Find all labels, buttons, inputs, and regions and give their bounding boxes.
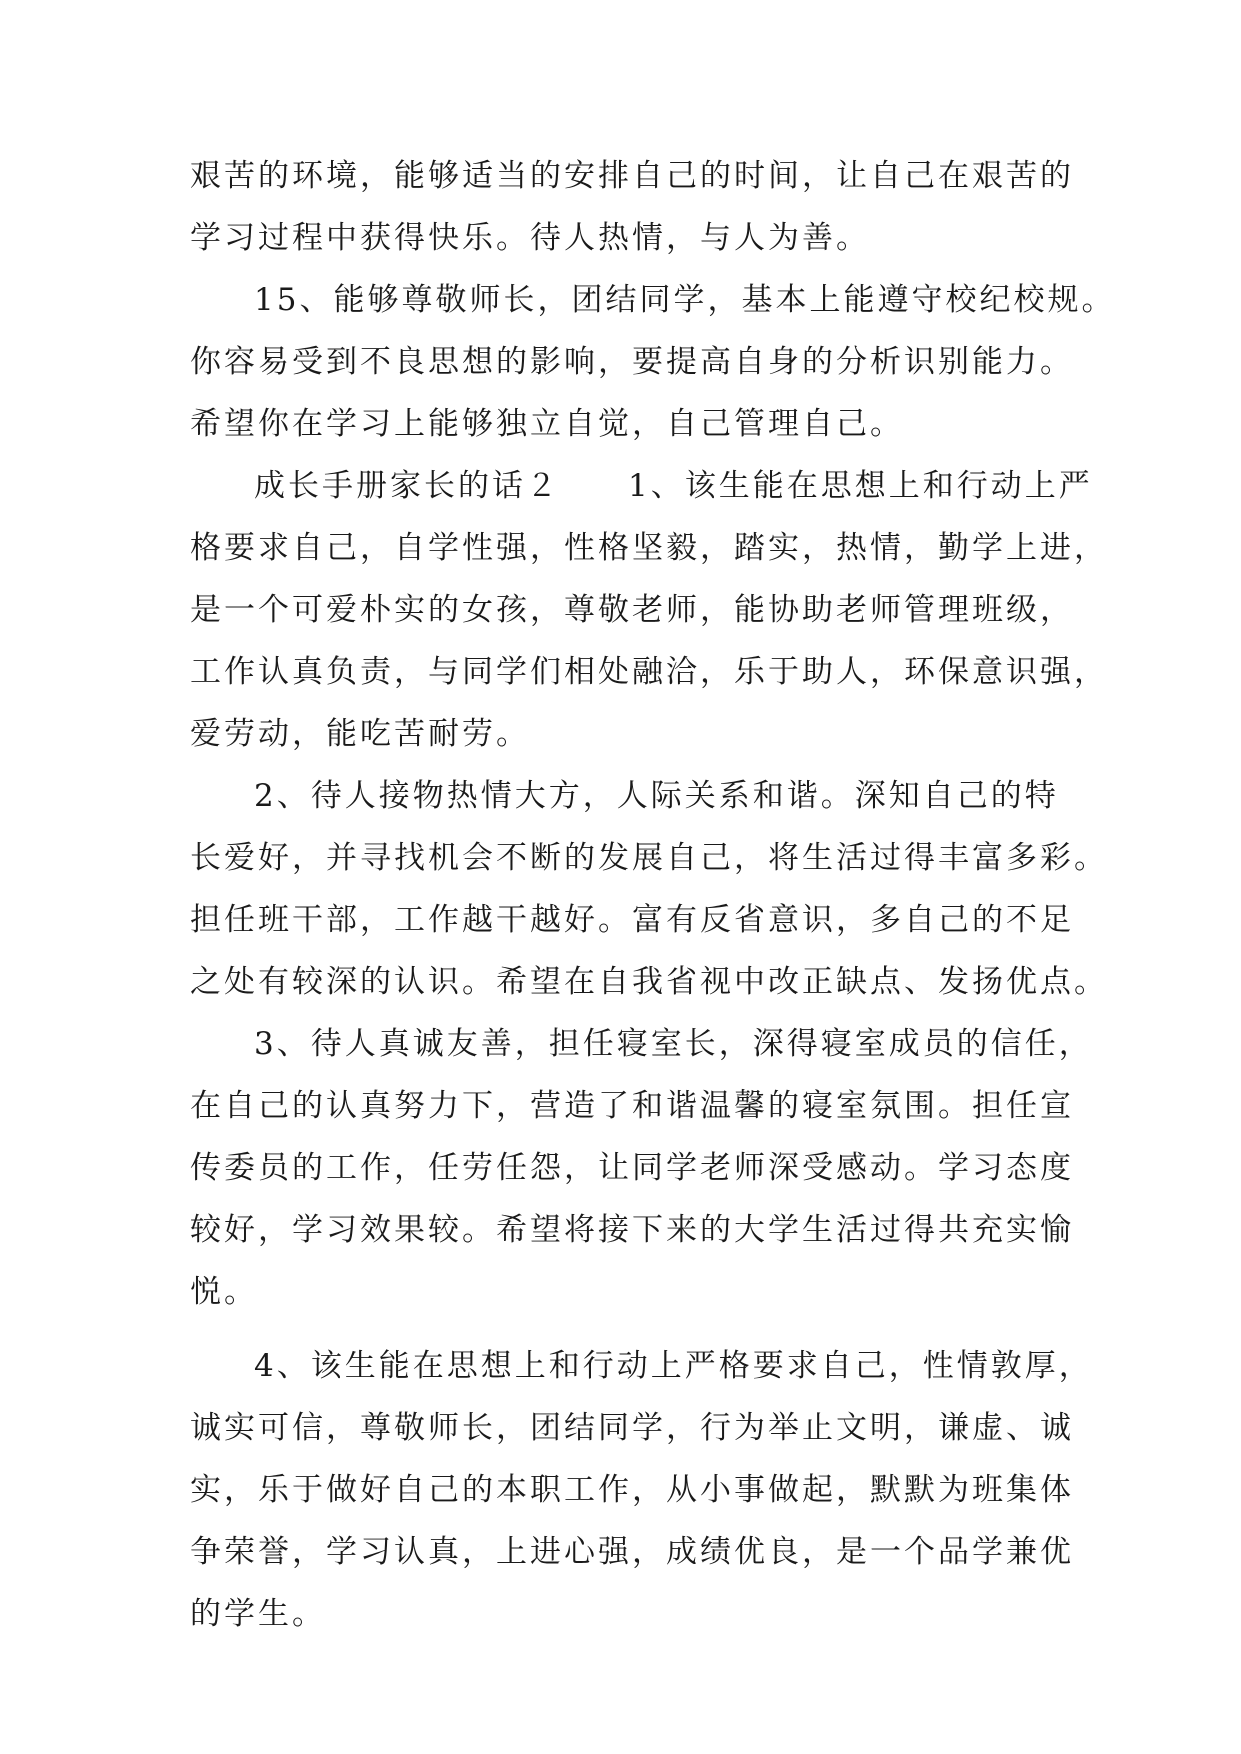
paragraph-1 bbox=[190, 145, 1074, 269]
paragraph-line: 你容易受到不良思想的影响，要提高自身的分析识别能力。 bbox=[190, 344, 1074, 380]
paragraph-line: 格要求自己，自学性强，性格坚毅，踏实，热情，勤学上进， bbox=[190, 530, 1108, 566]
paragraph-line: 学习过程中获得快乐。待人热情，与人为善。 bbox=[190, 220, 870, 256]
paragraph-line: 实，乐于做好自己的本职工作，从小事做起，默默为班集体 bbox=[190, 1472, 1074, 1508]
paragraph-line: 15、能够尊敬师长，团结同学，基本上能遵守校纪校规。 bbox=[254, 282, 1116, 318]
paragraph-line: 较好，学习效果较。希望将接下来的大学生活过得共充实愉 bbox=[190, 1212, 1074, 1248]
paragraph-line: 成长手册家长的话２ 1、该生能在思想上和行动上严 bbox=[254, 468, 1093, 504]
paragraph-line: 艰苦的环境，能够适当的安排自己的时间，让自己在艰苦的 bbox=[190, 158, 1074, 194]
paragraph-3 bbox=[190, 455, 1108, 765]
paragraph-line: 4、该生能在思想上和行动上严格要求自己，性情敦厚， bbox=[254, 1348, 1093, 1384]
paragraph-line: 之处有较深的认识。希望在自我省视中改正缺点、发扬优点。 bbox=[190, 964, 1108, 1000]
paragraph-2 bbox=[190, 269, 1116, 455]
paragraph-4 bbox=[190, 765, 1108, 1013]
paragraph-line: 的学生。 bbox=[190, 1596, 326, 1632]
paragraph-line: 3、待人真诚友善，担任寝室长，深得寝室成员的信任， bbox=[254, 1026, 1093, 1062]
paragraph-5 bbox=[190, 1013, 1093, 1323]
paragraph-line: 爱劳动，能吃苦耐劳。 bbox=[190, 716, 530, 752]
paragraph-line: 担任班干部，工作越干越好。富有反省意识，多自己的不足 bbox=[190, 902, 1074, 938]
paragraph-gap bbox=[190, 1323, 1070, 1335]
paragraph-line: 是一个可爱朴实的女孩，尊敬老师，能协助老师管理班级， bbox=[190, 592, 1074, 628]
paragraph-line: 2、待人接物热情大方，人际关系和谐。深知自己的特 bbox=[254, 778, 1059, 814]
paragraph-line: 长爱好，并寻找机会不断的发展自己，将生活过得丰富多彩。 bbox=[190, 840, 1108, 876]
paragraph-line: 工作认真负责，与同学们相处融洽，乐于助人，环保意识强， bbox=[190, 654, 1108, 690]
paragraph-line: 传委员的工作，任劳任怨，让同学老师深受感动。学习态度 bbox=[190, 1150, 1074, 1186]
document-body bbox=[190, 145, 1116, 1645]
paragraph-line: 希望你在学习上能够独立自觉，自己管理自己。 bbox=[190, 406, 904, 442]
paragraph-line: 争荣誉，学习认真，上进心强，成绩优良，是一个品学兼优 bbox=[190, 1534, 1074, 1570]
paragraph-line: 在自己的认真努力下，营造了和谐温馨的寝室氛围。担任宣 bbox=[190, 1088, 1074, 1124]
paragraph-line: 诚实可信，尊敬师长，团结同学，行为举止文明，谦虚、诚 bbox=[190, 1410, 1074, 1446]
paragraph-line: 悦。 bbox=[190, 1274, 258, 1310]
paragraph-6 bbox=[190, 1335, 1093, 1645]
